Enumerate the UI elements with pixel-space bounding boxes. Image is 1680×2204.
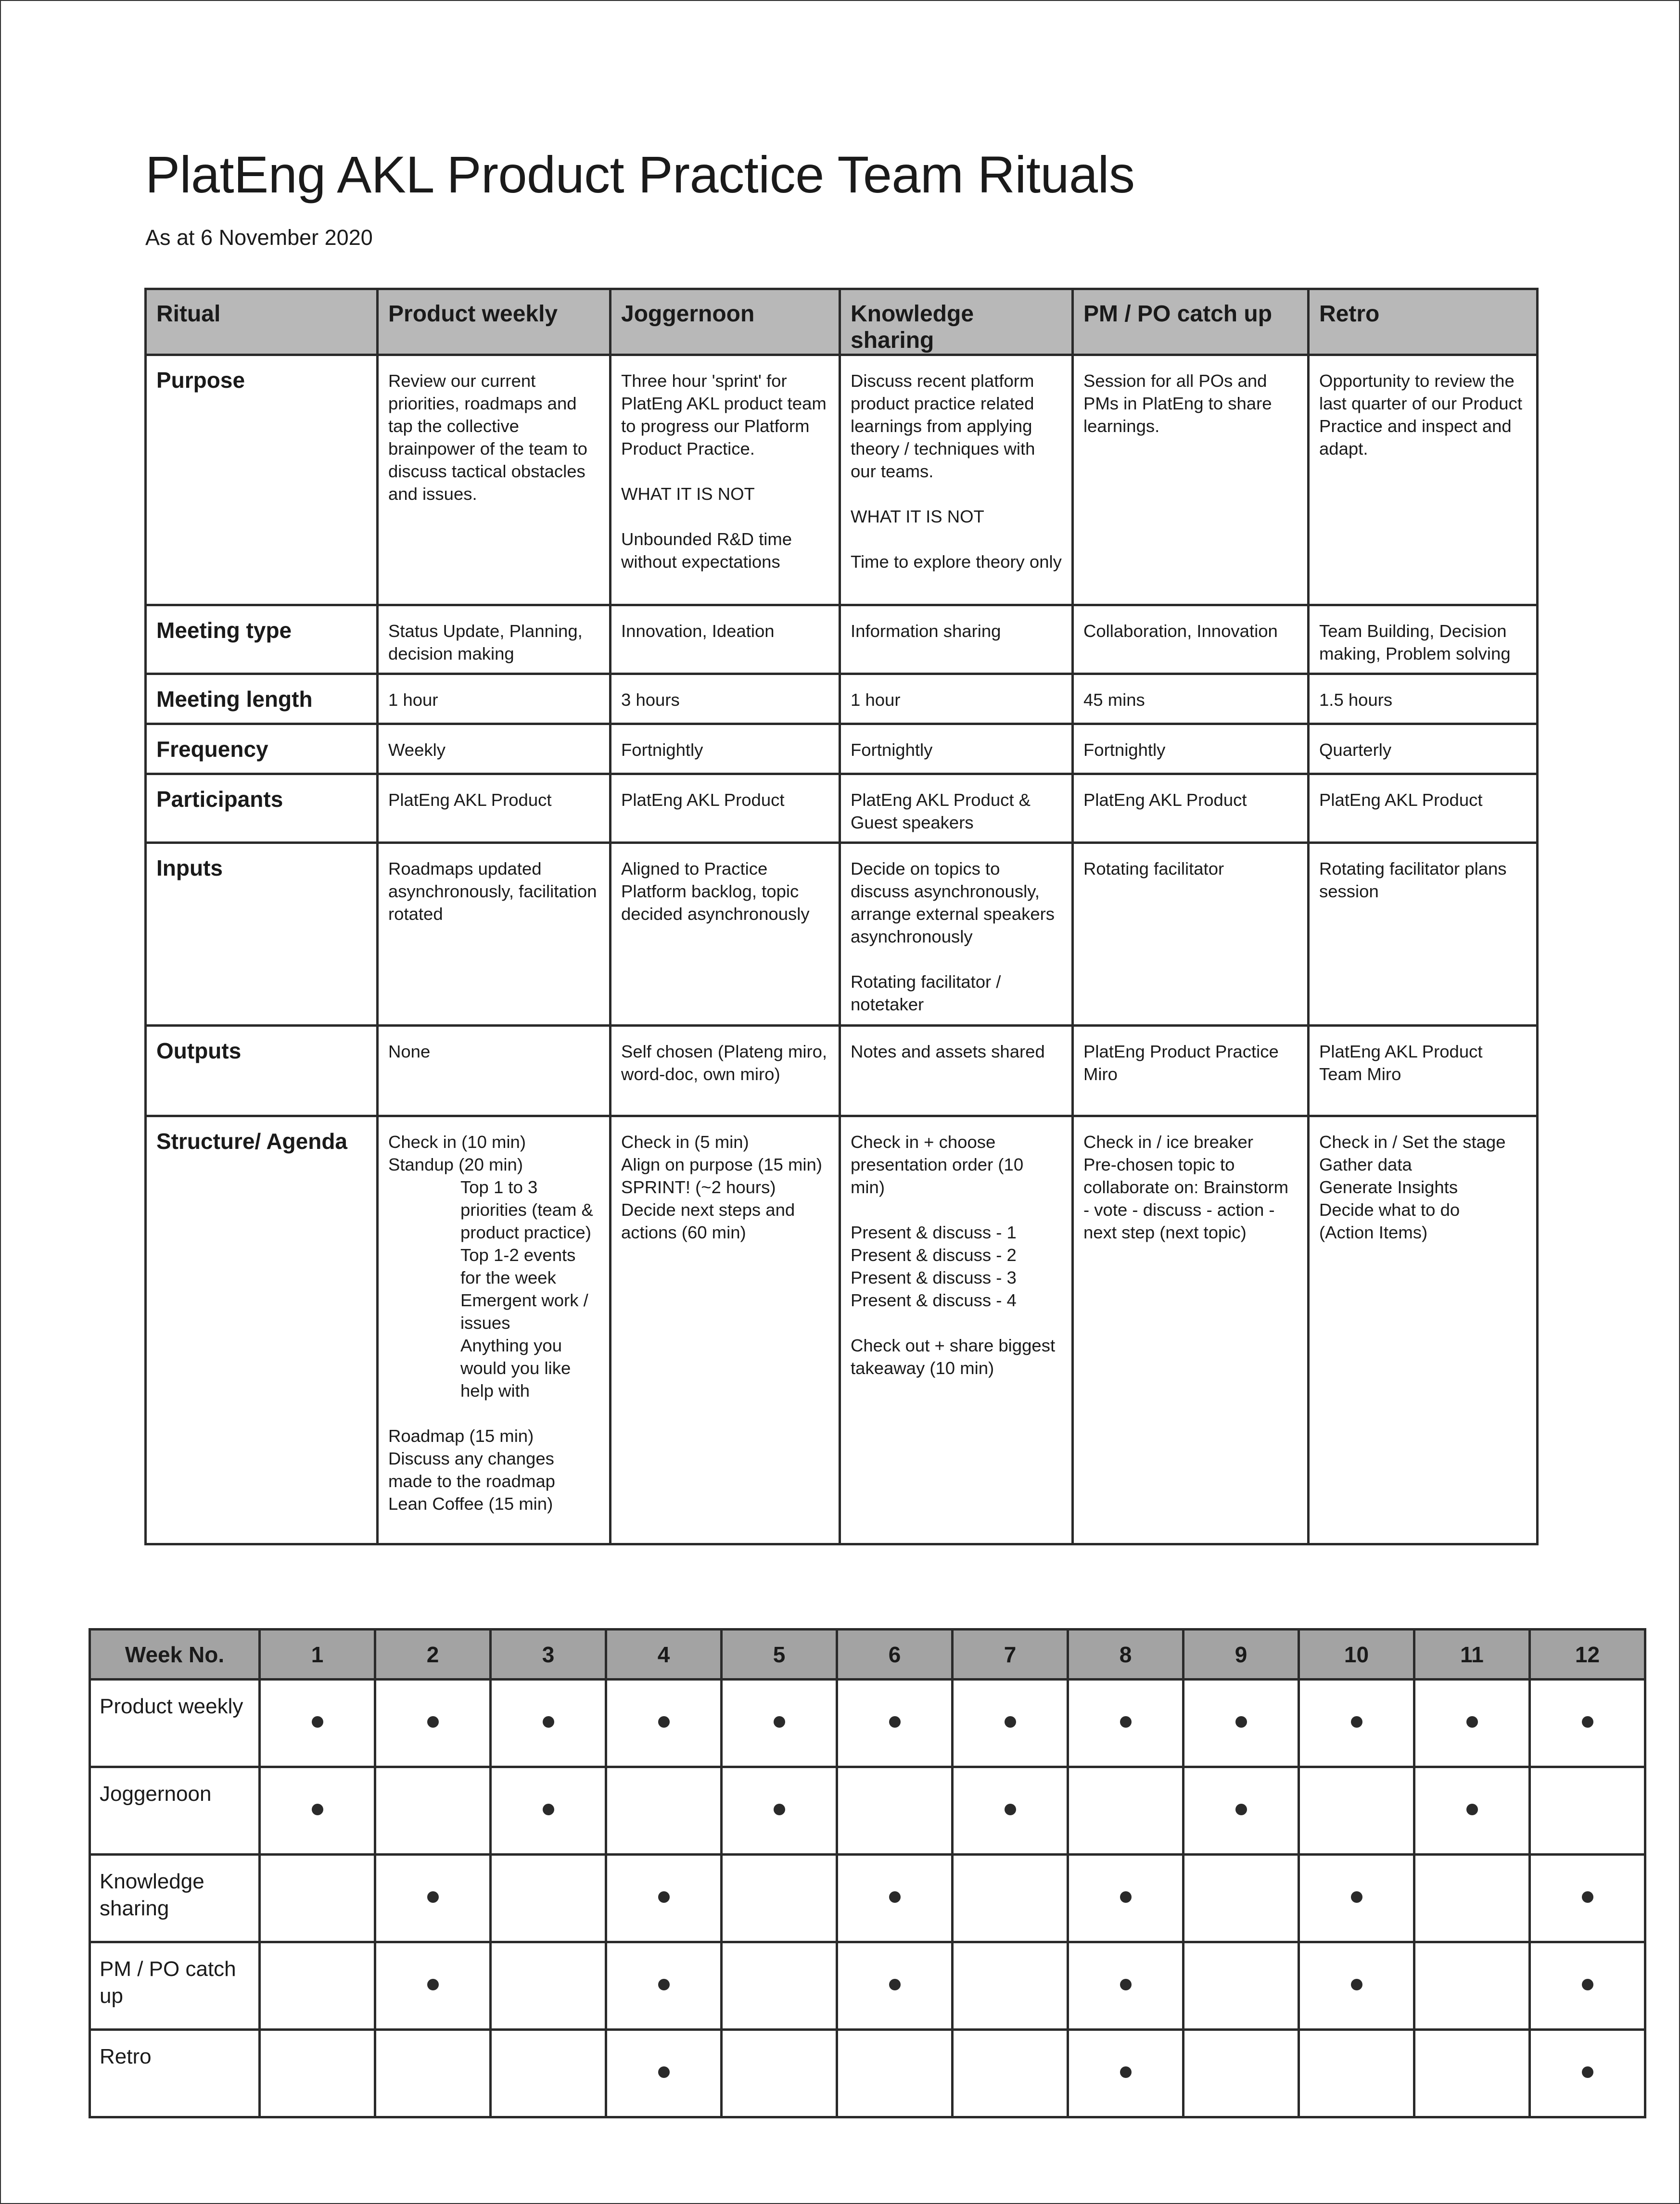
cell-outputs-joggernoon: Self chosen (Plateng miro, word-doc, own miro) — [611, 1026, 840, 1116]
bullet-dot-icon — [1582, 1979, 1593, 1990]
row-label-outputs: Outputs — [146, 1026, 378, 1116]
bullet-dot-icon — [1582, 1891, 1593, 1903]
calendar-week-cell — [606, 1767, 722, 1855]
bullet-dot-icon — [312, 1716, 323, 1728]
cell-agenda-knowledge-sharing: Check in + choose presentation order (10 min) Present & discuss - 1 Present & discuss - 2 Present & discuss - 3 Present & discuss - 4 Check out + share biggest takeaway (10 min) — [840, 1116, 1073, 1544]
bullet-dot-icon — [1466, 1804, 1478, 1815]
cell-inputs-product-weekly: Roadmaps updated asynchronously, facilitation rotated — [378, 843, 611, 1026]
cell-meeting-length-product-weekly: 1 hour — [378, 674, 611, 724]
calendar-week-cell — [491, 1767, 606, 1855]
cell-inputs-retro: Rotating facilitator plans session — [1309, 843, 1538, 1026]
cell-purpose-knowledge-sharing: Discuss recent platform product practice related learnings from applying theory / techniques with our teams. WHAT IT IS NOT Time to explore theory only — [840, 355, 1073, 605]
row-label-participants: Participants — [146, 774, 378, 843]
calendar-header-row — [90, 1630, 1645, 1680]
calendar-week-cell — [606, 1942, 722, 2030]
page-subtitle: As at 6 November 2020 — [145, 225, 373, 250]
calendar-week-cell — [1184, 1680, 1299, 1767]
cell-frequency-product-weekly: Weekly — [378, 724, 611, 774]
header-week-no: Week No. — [90, 1630, 260, 1680]
header-week-11: 11 — [1414, 1630, 1530, 1680]
agenda-product-weekly-outro: Roadmap (15 min) Discuss any changes made to the roadmap Lean Coffee (15 min) — [388, 1426, 555, 1514]
header-week-6: 6 — [837, 1630, 953, 1680]
cell-outputs-pm-po-catch-up: PlatEng Product Practice Miro — [1073, 1026, 1309, 1116]
calendar-week-cell — [375, 1942, 491, 2030]
calendar-week-cell — [375, 2030, 491, 2117]
calendar-week-cell — [1414, 1942, 1530, 2030]
calendar-week-cell — [837, 2030, 953, 2117]
calendar-week-cell — [1299, 1680, 1414, 1767]
header-week-9: 9 — [1184, 1630, 1299, 1680]
cell-outputs-retro: PlatEng AKL Product Team Miro — [1309, 1026, 1538, 1116]
header-pm-po-catch-up: PM / PO catch up — [1073, 289, 1309, 355]
rituals-header-row — [146, 289, 1538, 355]
header-week-12: 12 — [1530, 1630, 1645, 1680]
calendar-week-cell — [722, 2030, 837, 2117]
header-joggernoon: Joggernoon — [611, 289, 840, 355]
row-label-structure-agenda: Structure/ Agenda — [146, 1116, 378, 1544]
calendar-week-cell — [1299, 2030, 1414, 2117]
bullet-dot-icon — [774, 1716, 785, 1728]
agenda-product-weekly-intro: Check in (10 min) Standup (20 min) — [388, 1132, 526, 1174]
header-week-10: 10 — [1299, 1630, 1414, 1680]
rituals-table — [144, 288, 1539, 1545]
cell-meeting-type-retro: Team Building, Decision making, Problem solving — [1309, 605, 1538, 674]
cell-inputs-knowledge-sharing: Decide on topics to discuss asynchronously, arrange external speakers asynchronously Rotating facilitator / notetaker — [840, 843, 1073, 1026]
calendar-week-cell — [260, 1855, 375, 1942]
bullet-dot-icon — [1582, 2066, 1593, 2078]
calendar-week-cell — [1184, 1855, 1299, 1942]
bullet-dot-icon — [1120, 1891, 1132, 1903]
calendar-week-cell — [837, 1942, 953, 2030]
cell-meeting-type-pm-po-catch-up: Collaboration, Innovation — [1073, 605, 1309, 674]
bullet-dot-icon — [1120, 2066, 1132, 2078]
cell-purpose-product-weekly: Review our current priorities, roadmaps and tap the collective brainpower of the team to discuss tactical obstacles and issues. — [378, 355, 611, 605]
calendar-week-cell — [1530, 1680, 1645, 1767]
cell-agenda-retro: Check in / Set the stage Gather data Generate Insights Decide what to do (Action Items) — [1309, 1116, 1538, 1544]
header-ritual: Ritual — [146, 289, 378, 355]
bullet-dot-icon — [312, 1804, 323, 1815]
cell-agenda-product-weekly — [378, 1116, 611, 1544]
row-label-purpose: Purpose — [146, 355, 378, 605]
calendar-ritual-name: Knowledge sharing — [90, 1855, 260, 1942]
calendar-week-cell — [606, 1680, 722, 1767]
header-week-4: 4 — [606, 1630, 722, 1680]
row-frequency — [146, 724, 1538, 774]
row-outputs — [146, 1026, 1538, 1116]
cell-purpose-pm-po-catch-up: Session for all POs and PMs in PlatEng to share learnings. — [1073, 355, 1309, 605]
row-meeting-length — [146, 674, 1538, 724]
calendar-week-cell — [953, 1855, 1068, 1942]
calendar-week-cell — [491, 1855, 606, 1942]
calendar-week-cell — [1068, 1942, 1184, 2030]
bullet-dot-icon — [1235, 1716, 1247, 1728]
cell-frequency-pm-po-catch-up: Fortnightly — [1073, 724, 1309, 774]
calendar-week-cell — [375, 1767, 491, 1855]
row-participants — [146, 774, 1538, 843]
cell-meeting-type-product-weekly: Status Update, Planning, decision making — [378, 605, 611, 674]
cell-participants-pm-po-catch-up: PlatEng AKL Product — [1073, 774, 1309, 843]
header-knowledge-sharing: Knowledge sharing — [840, 289, 1073, 355]
cell-agenda-joggernoon: Check in (5 min) Align on purpose (15 min) SPRINT! (~2 hours) Decide next steps and actions (60 min) — [611, 1116, 840, 1544]
calendar-row — [90, 1942, 1645, 2030]
calendar-week-cell — [722, 1942, 837, 2030]
calendar-week-cell — [1184, 2030, 1299, 2117]
cell-outputs-product-weekly: None — [378, 1026, 611, 1116]
bullet-dot-icon — [543, 1804, 554, 1815]
calendar-ritual-name: PM / PO catch up — [90, 1942, 260, 2030]
calendar-week-cell — [375, 1680, 491, 1767]
bullet-dot-icon — [889, 1716, 901, 1728]
cell-frequency-joggernoon: Fortnightly — [611, 724, 840, 774]
calendar-row — [90, 1767, 1645, 1855]
calendar-week-cell — [1530, 1767, 1645, 1855]
cell-purpose-retro: Opportunity to review the last quarter of our Product Practice and inspect and adapt. — [1309, 355, 1538, 605]
bullet-dot-icon — [1351, 1891, 1362, 1903]
row-structure-agenda — [146, 1116, 1538, 1544]
cell-meeting-type-joggernoon: Innovation, Ideation — [611, 605, 840, 674]
calendar-week-cell — [1299, 1942, 1414, 2030]
cell-participants-joggernoon: PlatEng AKL Product — [611, 774, 840, 843]
bullet-dot-icon — [1005, 1804, 1016, 1815]
cell-inputs-pm-po-catch-up: Rotating facilitator — [1073, 843, 1309, 1026]
bullet-dot-icon — [1466, 1716, 1478, 1728]
cell-participants-knowledge-sharing: PlatEng AKL Product & Guest speakers — [840, 774, 1073, 843]
agenda-product-weekly-standup-items: Top 1 to 3 priorities (team & product practice) Top 1-2 events for the week Emergent work / issues Anything you would you like help with — [460, 1177, 593, 1401]
row-purpose — [146, 355, 1538, 605]
calendar-row — [90, 2030, 1645, 2117]
calendar-week-cell — [1068, 2030, 1184, 2117]
calendar-week-cell — [1299, 1855, 1414, 1942]
cell-frequency-knowledge-sharing: Fortnightly — [840, 724, 1073, 774]
bullet-dot-icon — [774, 1804, 785, 1815]
calendar-week-cell — [491, 1680, 606, 1767]
page-title: PlatEng AKL Product Practice Team Rituals — [145, 145, 1135, 204]
calendar-week-cell — [722, 1680, 837, 1767]
calendar-ritual-name: Product weekly — [90, 1680, 260, 1767]
bullet-dot-icon — [1120, 1716, 1132, 1728]
header-week-7: 7 — [953, 1630, 1068, 1680]
row-label-inputs: Inputs — [146, 843, 378, 1026]
calendar-week-cell — [837, 1767, 953, 1855]
row-inputs — [146, 843, 1538, 1026]
calendar-week-cell — [606, 2030, 722, 2117]
calendar-week-cell — [1530, 2030, 1645, 2117]
calendar-week-cell — [1414, 1855, 1530, 1942]
calendar-week-cell — [606, 1855, 722, 1942]
bullet-dot-icon — [1235, 1804, 1247, 1815]
row-label-frequency: Frequency — [146, 724, 378, 774]
row-label-meeting-length: Meeting length — [146, 674, 378, 724]
bullet-dot-icon — [427, 1891, 439, 1903]
bullet-dot-icon — [1120, 1979, 1132, 1990]
calendar-week-cell — [953, 2030, 1068, 2117]
bullet-dot-icon — [658, 2066, 670, 2078]
calendar-week-cell — [260, 2030, 375, 2117]
calendar-week-cell — [1299, 1767, 1414, 1855]
calendar-week-cell — [1068, 1855, 1184, 1942]
cell-frequency-retro: Quarterly — [1309, 724, 1538, 774]
header-week-2: 2 — [375, 1630, 491, 1680]
calendar-week-cell — [953, 1767, 1068, 1855]
calendar-week-cell — [375, 1855, 491, 1942]
calendar-week-cell — [260, 1680, 375, 1767]
calendar-week-cell — [1530, 1855, 1645, 1942]
header-product-weekly: Product weekly — [378, 289, 611, 355]
calendar-row — [90, 1855, 1645, 1942]
header-week-5: 5 — [722, 1630, 837, 1680]
calendar-week-cell — [1184, 1767, 1299, 1855]
calendar-week-cell — [1414, 1680, 1530, 1767]
bullet-dot-icon — [889, 1891, 901, 1903]
bullet-dot-icon — [889, 1979, 901, 1990]
bullet-dot-icon — [658, 1979, 670, 1990]
header-week-8: 8 — [1068, 1630, 1184, 1680]
calendar-ritual-name: Joggernoon — [90, 1767, 260, 1855]
cell-agenda-pm-po-catch-up: Check in / ice breaker Pre-chosen topic to collaborate on: Brainstorm - vote - discuss - action - next step (next topic) — [1073, 1116, 1309, 1544]
calendar-week-cell — [1184, 1942, 1299, 2030]
calendar-week-cell — [1068, 1680, 1184, 1767]
bullet-dot-icon — [427, 1979, 439, 1990]
cell-meeting-length-joggernoon: 3 hours — [611, 674, 840, 724]
header-week-1: 1 — [260, 1630, 375, 1680]
calendar-week-cell — [837, 1855, 953, 1942]
cell-participants-retro: PlatEng AKL Product — [1309, 774, 1538, 843]
calendar-week-cell — [953, 1680, 1068, 1767]
calendar-row — [90, 1680, 1645, 1767]
calendar-week-cell — [260, 1942, 375, 2030]
calendar-table — [89, 1628, 1646, 2118]
bullet-dot-icon — [658, 1891, 670, 1903]
calendar-week-cell — [837, 1680, 953, 1767]
bullet-dot-icon — [427, 1716, 439, 1728]
calendar-week-cell — [722, 1767, 837, 1855]
calendar-week-cell — [491, 2030, 606, 2117]
bullet-dot-icon — [658, 1716, 670, 1728]
cell-outputs-knowledge-sharing: Notes and assets shared — [840, 1026, 1073, 1116]
calendar-week-cell — [1530, 1942, 1645, 2030]
row-label-meeting-type: Meeting type — [146, 605, 378, 674]
cell-meeting-type-knowledge-sharing: Information sharing — [840, 605, 1073, 674]
calendar-week-cell — [491, 1942, 606, 2030]
bullet-dot-icon — [1005, 1716, 1016, 1728]
bullet-dot-icon — [1351, 1716, 1362, 1728]
bullet-dot-icon — [1582, 1716, 1593, 1728]
row-meeting-type — [146, 605, 1538, 674]
calendar-week-cell — [1414, 1767, 1530, 1855]
bullet-dot-icon — [543, 1716, 554, 1728]
calendar-week-cell — [722, 1855, 837, 1942]
cell-meeting-length-knowledge-sharing: 1 hour — [840, 674, 1073, 724]
calendar-week-cell — [1068, 1767, 1184, 1855]
cell-meeting-length-pm-po-catch-up: 45 mins — [1073, 674, 1309, 724]
cell-purpose-joggernoon: Three hour 'sprint' for PlatEng AKL product team to progress our Platform Product Practice. WHAT IT IS NOT Unbounded R&D time without expectations — [611, 355, 840, 605]
calendar-week-cell — [1414, 2030, 1530, 2117]
header-retro: Retro — [1309, 289, 1538, 355]
cell-inputs-joggernoon: Aligned to Practice Platform backlog, topic decided asynchronously — [611, 843, 840, 1026]
calendar-week-cell — [260, 1767, 375, 1855]
bullet-dot-icon — [1351, 1979, 1362, 1990]
cell-meeting-length-retro: 1.5 hours — [1309, 674, 1538, 724]
cell-participants-product-weekly: PlatEng AKL Product — [378, 774, 611, 843]
calendar-ritual-name: Retro — [90, 2030, 260, 2117]
header-week-3: 3 — [491, 1630, 606, 1680]
calendar-week-cell — [953, 1942, 1068, 2030]
